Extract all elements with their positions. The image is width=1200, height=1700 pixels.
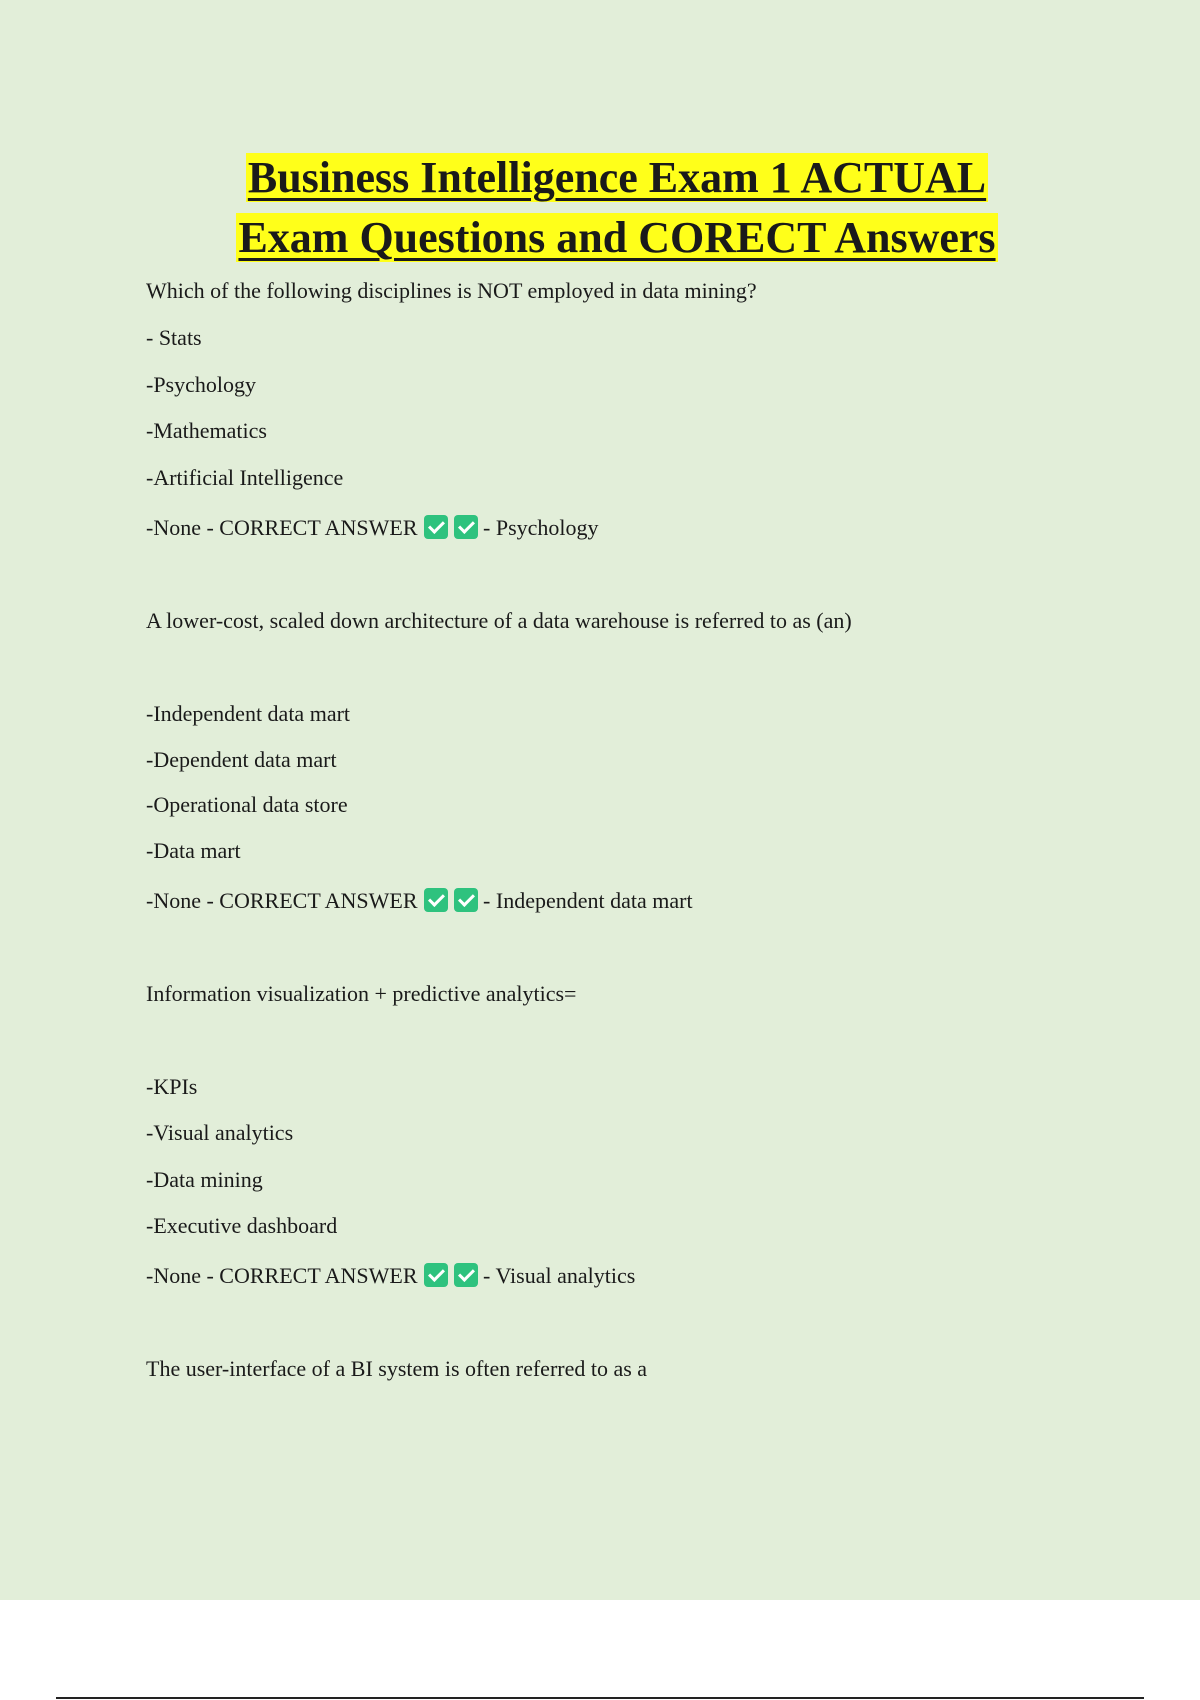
answer-line bbox=[146, 515, 599, 541]
check-mark-icon bbox=[454, 888, 478, 912]
option-item: - Stats bbox=[146, 325, 202, 350]
answer-prefix: -None - CORRECT ANSWER bbox=[146, 1263, 418, 1288]
option-item: -Data mining bbox=[146, 1167, 263, 1192]
question-text: The user-interface of a BI system is often referred to as a bbox=[146, 1356, 648, 1381]
check-mark-icon bbox=[454, 515, 478, 539]
title-line-2: Exam Questions and CORECT Answers bbox=[238, 213, 996, 262]
question-text: Which of the following disciplines is NOT employed in data mining? bbox=[146, 278, 757, 303]
answer-prefix: -None - CORRECT ANSWER bbox=[146, 888, 418, 913]
option-item: -Visual analytics bbox=[146, 1120, 294, 1145]
option-item: -Executive dashboard bbox=[146, 1213, 338, 1238]
answer-prefix: -None - CORRECT ANSWER bbox=[146, 515, 418, 540]
answer-value: - Visual analytics bbox=[483, 1263, 636, 1288]
option-item: -Mathematics bbox=[146, 418, 267, 443]
page-title bbox=[0, 148, 1200, 268]
check-mark-icon bbox=[424, 888, 448, 912]
option-item: -Operational data store bbox=[146, 792, 348, 817]
answer-value: - Psychology bbox=[483, 515, 599, 540]
option-item: -Psychology bbox=[146, 372, 256, 397]
answer-value: - Independent data mart bbox=[483, 888, 693, 913]
answer-line bbox=[146, 888, 693, 914]
option-item: -Data mart bbox=[146, 838, 241, 863]
title-line-1: Business Intelligence Exam 1 ACTUAL bbox=[247, 153, 987, 202]
check-mark-icon bbox=[424, 1263, 448, 1287]
option-item: -Dependent data mart bbox=[146, 747, 337, 772]
question-text: Information visualization + predictive analytics= bbox=[146, 981, 577, 1006]
option-item: -Independent data mart bbox=[146, 701, 351, 726]
footer-divider bbox=[56, 1697, 1144, 1699]
question-text: A lower-cost, scaled down architecture of a data warehouse is referred to as (an) bbox=[146, 608, 852, 633]
option-item: -Artificial Intelligence bbox=[146, 465, 344, 490]
check-mark-icon bbox=[424, 515, 448, 539]
answer-line bbox=[146, 1263, 635, 1289]
option-item: -KPIs bbox=[146, 1074, 198, 1099]
check-mark-icon bbox=[454, 1263, 478, 1287]
